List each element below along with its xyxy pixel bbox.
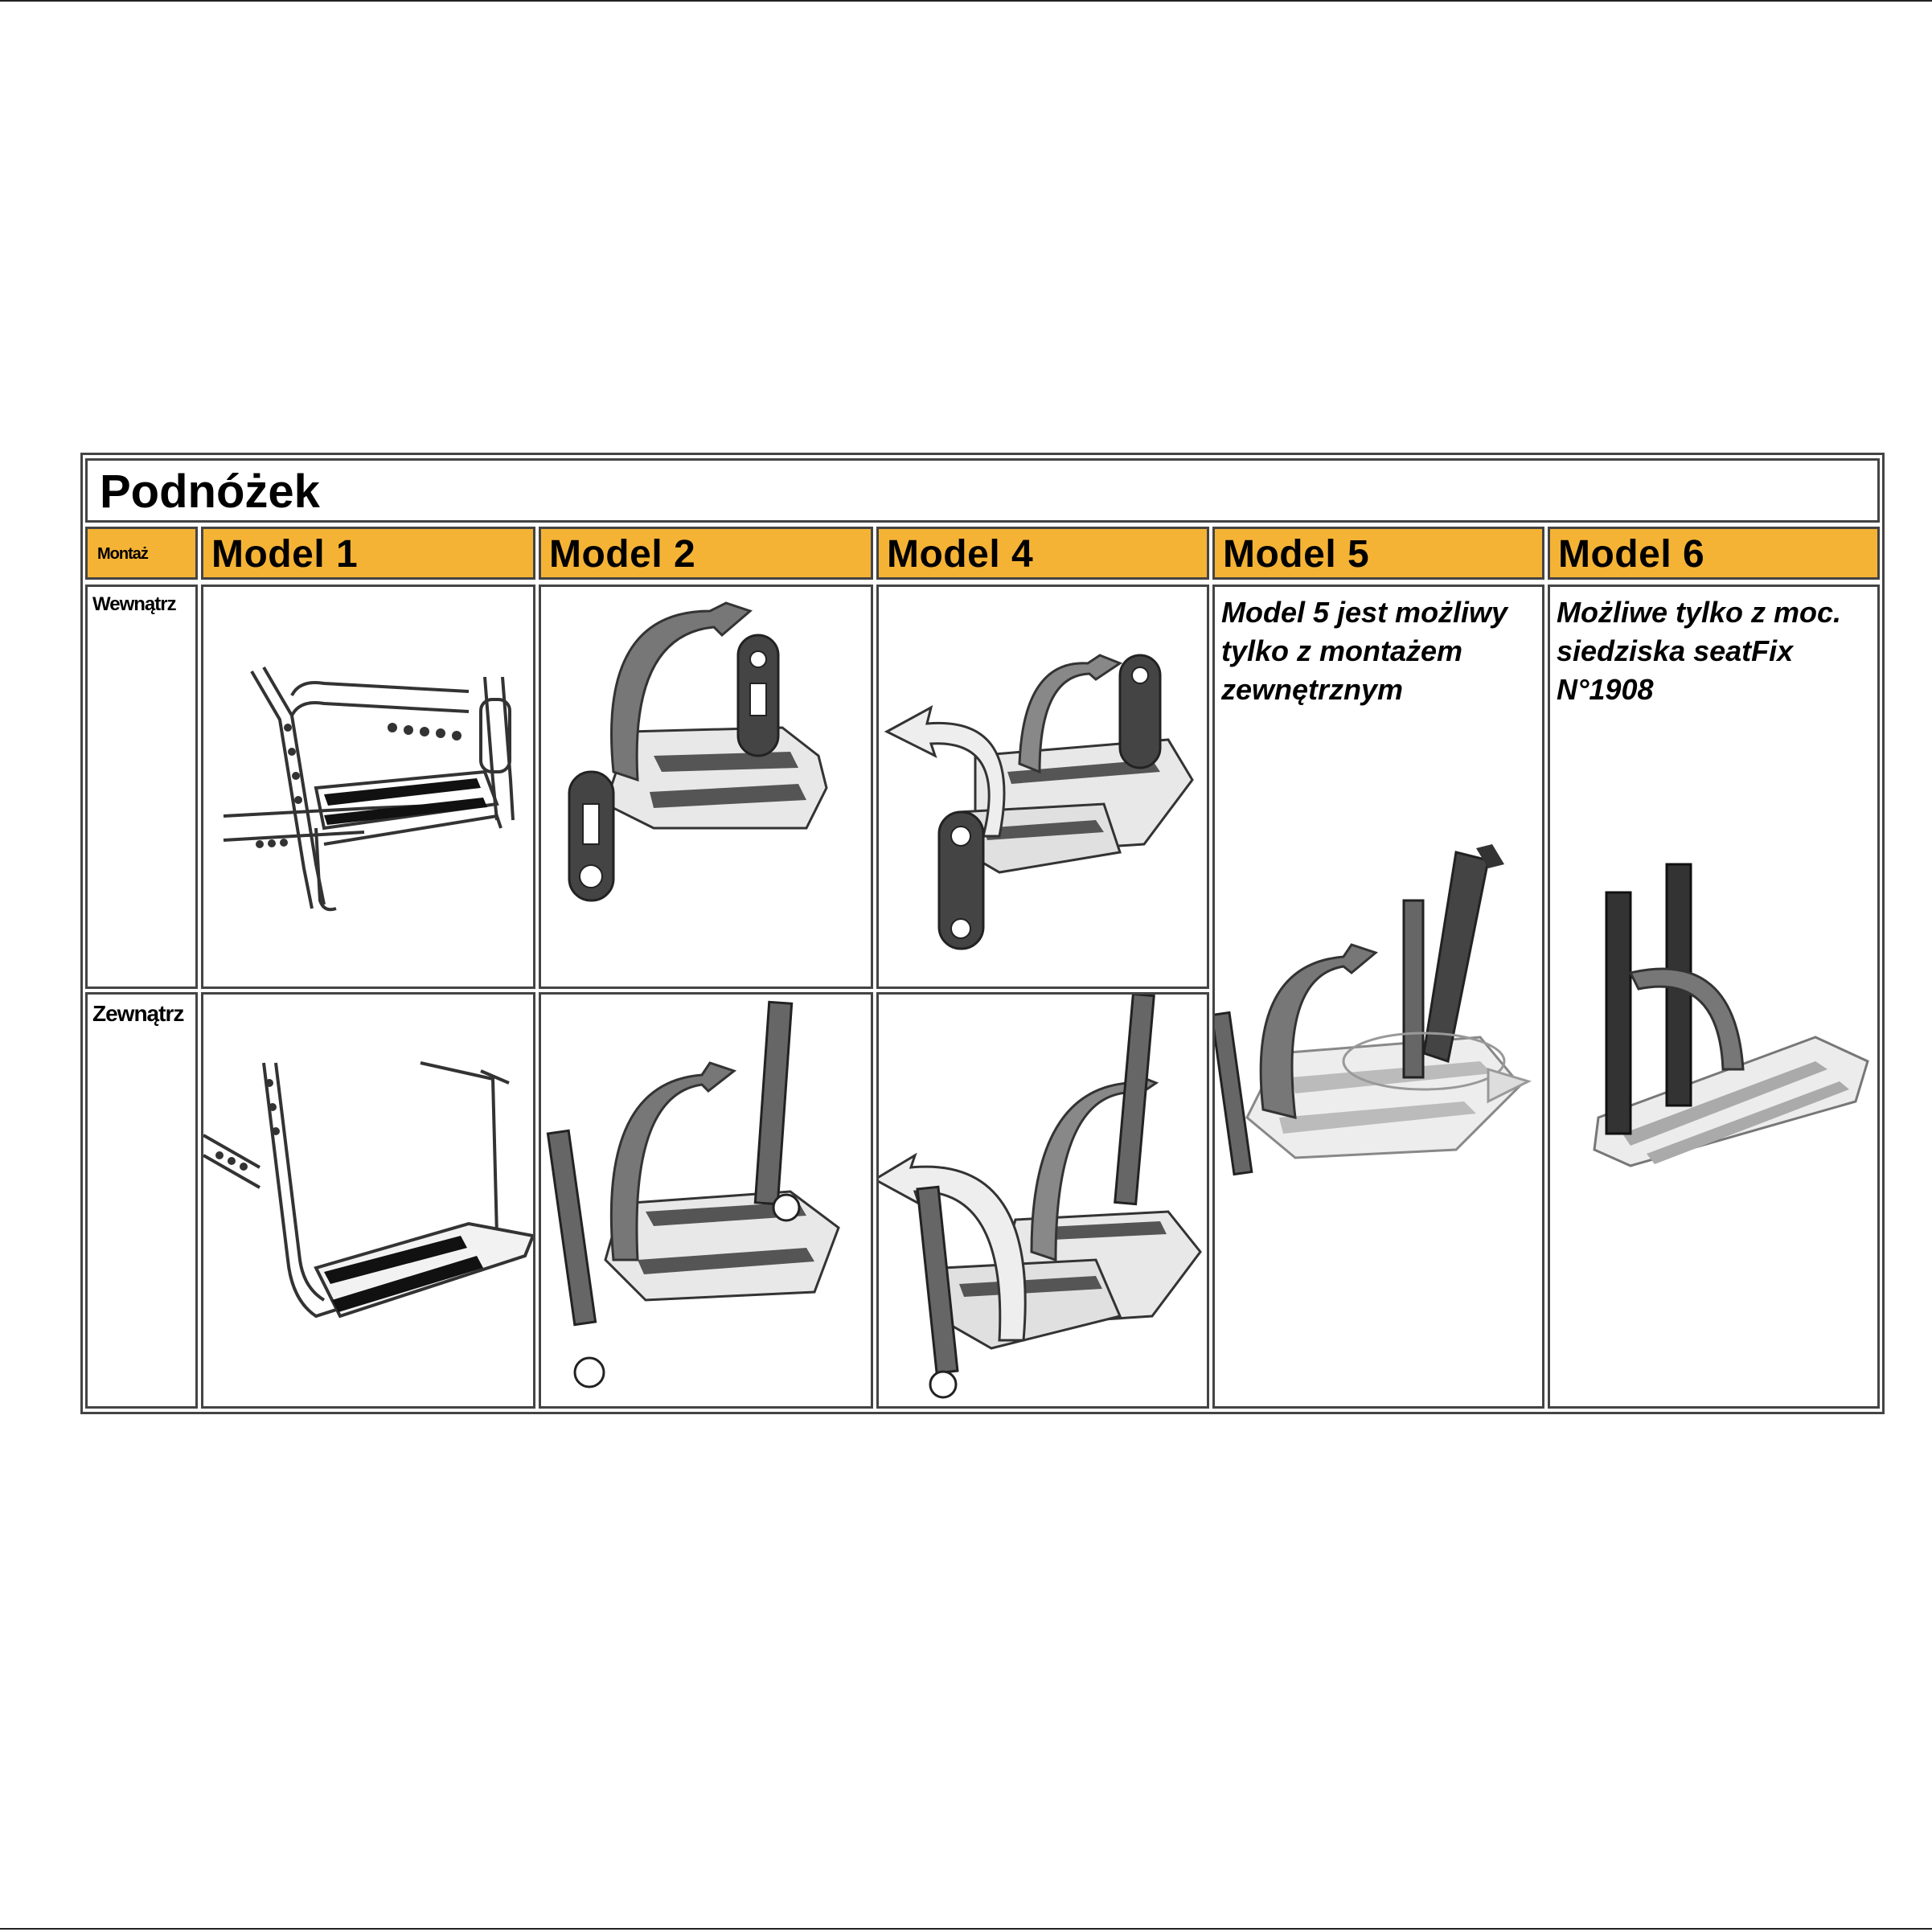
row-label-outside-text: Zewnątrz bbox=[92, 1001, 184, 1026]
header-model-5-label: Model 5 bbox=[1223, 533, 1370, 576]
footrest-model-4-inside-illustration bbox=[879, 587, 1207, 987]
table-title-cell bbox=[85, 458, 1880, 523]
model-5-cell bbox=[1212, 585, 1544, 1409]
footrest-model-1-outside-illustration bbox=[203, 995, 533, 1406]
header-model-6-label: Model 6 bbox=[1558, 533, 1705, 576]
row-label-inside bbox=[85, 585, 198, 989]
footrest-model-1-inside-illustration bbox=[203, 587, 533, 987]
footrest-model-5-illustration bbox=[1215, 587, 1542, 1406]
header-model-1-label: Model 1 bbox=[211, 533, 359, 576]
bottom-rule bbox=[0, 1928, 1932, 1930]
model-4-inside-cell bbox=[876, 585, 1209, 989]
header-model-5 bbox=[1212, 527, 1544, 580]
model-4-outside-cell bbox=[876, 992, 1209, 1409]
footrest-model-2-outside-illustration bbox=[541, 995, 871, 1406]
row-label-outside bbox=[85, 992, 198, 1409]
table-title: Podnóżek bbox=[100, 466, 320, 518]
footrest-model-2-inside-illustration bbox=[541, 587, 871, 987]
model-1-inside-cell bbox=[201, 585, 535, 989]
model-6-note: Możliwe tylko z moc. siedziska seatFix N°1908 bbox=[1557, 596, 1842, 706]
header-mount-label: Montaż bbox=[97, 545, 148, 563]
header-model-6 bbox=[1548, 527, 1880, 580]
header-model-2 bbox=[539, 527, 873, 580]
model-6-cell bbox=[1548, 585, 1880, 1409]
row-label-inside-text: Wewnątrz bbox=[92, 593, 176, 615]
model-1-outside-cell bbox=[201, 992, 535, 1409]
header-model-4-label: Model 4 bbox=[887, 533, 1034, 576]
model-2-outside-cell bbox=[539, 992, 873, 1409]
footrest-model-4-outside-illustration bbox=[879, 995, 1207, 1406]
header-mount bbox=[85, 527, 198, 580]
model-2-inside-cell bbox=[539, 585, 873, 989]
header-model-2-label: Model 2 bbox=[549, 533, 696, 576]
header-model-1 bbox=[201, 527, 535, 580]
top-rule bbox=[0, 0, 1932, 2]
header-model-4 bbox=[876, 527, 1209, 580]
footrest-model-6-illustration bbox=[1550, 587, 1877, 1406]
model-5-note: Model 5 jest możliwy tylko z montażem zewnętrznym bbox=[1221, 596, 1508, 706]
